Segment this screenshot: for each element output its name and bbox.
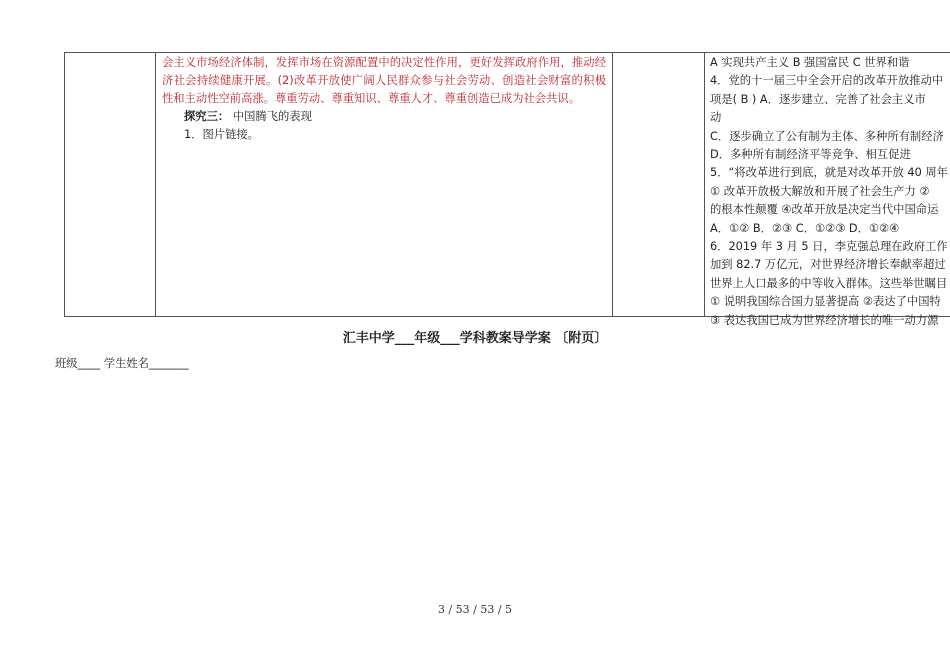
exercise-line: 5．“将改革进行到底，就是对改革开放 40 周年	[710, 166, 948, 180]
exercise-line: 的根本性颠覆 ④改革开放是决定当代中国命运	[710, 203, 939, 217]
table-column-notes	[613, 53, 705, 316]
lesson-table	[64, 52, 950, 327]
list-item: 1．图片链接。	[184, 128, 259, 141]
answer-paragraph: 会主义市场经济体制，发挥市场在资源配置中的决定性作用，更好发挥政府作用，推动经济社会持续健康开展。(2)改革开放使广阔人民群众参与社会劳动、创造社会财富的积极性和主动性空前高涨。尊重劳动、尊重知识、尊重人才、尊重创造已成为社会共识。	[162, 56, 606, 105]
exercise-line: A．①② B．②③ C．①②③ D．①②④	[710, 221, 900, 235]
exercise-line: 6．2019 年 3 月 5 日，李克强总理在政府工作	[710, 240, 948, 254]
exercise-line: ① 改革开放极大解放和开展了社会生产力 ②	[710, 184, 930, 198]
table-column-label	[65, 53, 156, 316]
exercise-line: ③ 表达我国已成为世界经济增长的唯一动力源	[710, 313, 939, 327]
exercise-line: A 实现共产主义 B 强国富民 C 世界和谐	[710, 56, 910, 69]
exercise-line: 项是( B ) A．逐步建立、完善了社会主义市	[710, 92, 926, 106]
table-column-exercises	[705, 53, 950, 327]
exercise-line: ① 说明我国综合国力显著提高 ②表达了中国特	[710, 295, 941, 309]
student-info-line: 班级____ 学生姓名_______	[55, 357, 189, 370]
page-number: 3 / 53 / 53 / 5	[437, 603, 513, 616]
table-column-content	[156, 53, 613, 316]
exercise-line: C．逐步确立了公有制为主体、多种所有制经济	[710, 129, 944, 143]
exercise-line: 动	[710, 111, 722, 125]
exercise-line: 4．党的十一届三中全会开启的改革开放推动中	[710, 74, 944, 88]
section-title: 中国腾飞的表现	[232, 110, 312, 123]
exercise-line: D．多种所有制经济平等竞争、相互促进	[710, 148, 911, 162]
section-label: 探究三：	[184, 110, 230, 123]
section-heading	[162, 108, 606, 126]
page-title: 汇丰中学___年级___学科教案导学案 〔附页〕	[342, 331, 608, 346]
exercise-line: 世界上人口最多的中等收入群体。这些举世瞩目	[710, 276, 948, 290]
exercise-line: 加到 82.7 万亿元，对世界经济增长奉献率超过	[710, 258, 946, 272]
